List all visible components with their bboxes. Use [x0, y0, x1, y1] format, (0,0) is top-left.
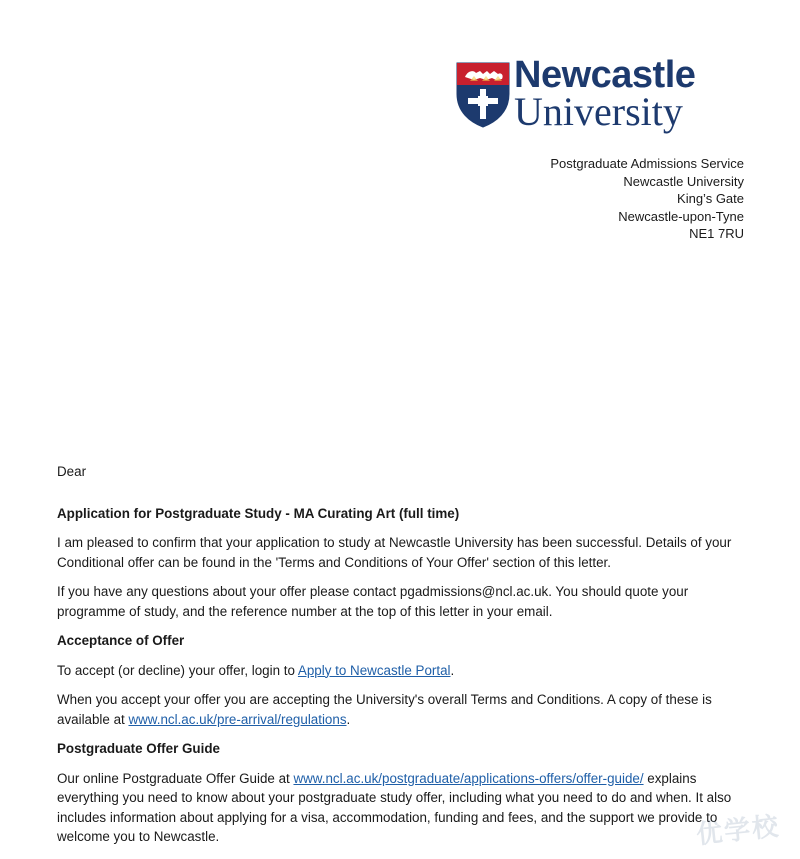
accept-text: To accept (or decline) your offer, login to: [57, 662, 298, 678]
letter-subject: Application for Postgraduate Study - MA Curating Art (full time): [57, 505, 460, 521]
accept-suffix: .: [450, 662, 455, 678]
guide-text: Our online Postgraduate Offer Guide at: [57, 770, 294, 786]
sender-address: [550, 155, 744, 243]
salutation: Dear: [57, 464, 87, 479]
terms-suffix: .: [346, 711, 351, 727]
offer-guide-link[interactable]: www.ncl.ac.uk/postgraduate/applications-offers/offer-guide/: [293, 770, 644, 786]
offer-guide-heading: Postgraduate Offer Guide: [57, 741, 220, 756]
address-line: NE1 7RU: [689, 226, 744, 241]
terms-paragraph: [57, 690, 757, 729]
apply-portal-link[interactable]: Apply to Newcastle Portal: [297, 662, 451, 678]
accept-paragraph: [57, 661, 757, 681]
logo-wordmark-newcastle: Newcastle: [514, 54, 696, 96]
guide-suffix: explains everything you need to know about your postgraduate study offer, including what you need to do and when. It also includes information about applying for a visa, accommodation, funding and fees, and the support we provide to welcome you to Newcastle.: [57, 770, 732, 844]
address-line: Newcastle-upon-Tyne: [618, 208, 744, 224]
logo-wordmark-university: University: [514, 89, 683, 134]
address-line: Newcastle University: [623, 173, 744, 189]
confirmation-paragraph: I am pleased to confirm that your application to study at Newcastle University has been successful. Details of your Conditional offer can be found in the 'Terms and Conditions of Your Offer' section of this letter.: [57, 535, 732, 570]
acceptance-heading: Acceptance of Offer: [57, 633, 185, 648]
university-crest-icon: [456, 62, 510, 128]
offer-guide-paragraph: [57, 769, 757, 847]
regulations-link[interactable]: www.ncl.ac.uk/pre-arrival/regulations: [128, 711, 347, 727]
address-line: Postgraduate Admissions Service: [550, 156, 744, 171]
watermark: 优学校: [694, 810, 782, 850]
questions-paragraph: If you have any questions about your offer please contact pgadmissions@ncl.ac.uk. You should quote your programme of study, and the reference number at the top of this letter in your email.: [57, 584, 689, 619]
terms-text: When you accept your offer you are accepting the University's overall Terms and Conditions. A copy of these is available at: [57, 692, 712, 727]
letter-body: [57, 462, 757, 857]
newcastle-university-logo: [456, 54, 718, 140]
address-line: King’s Gate: [677, 191, 744, 206]
